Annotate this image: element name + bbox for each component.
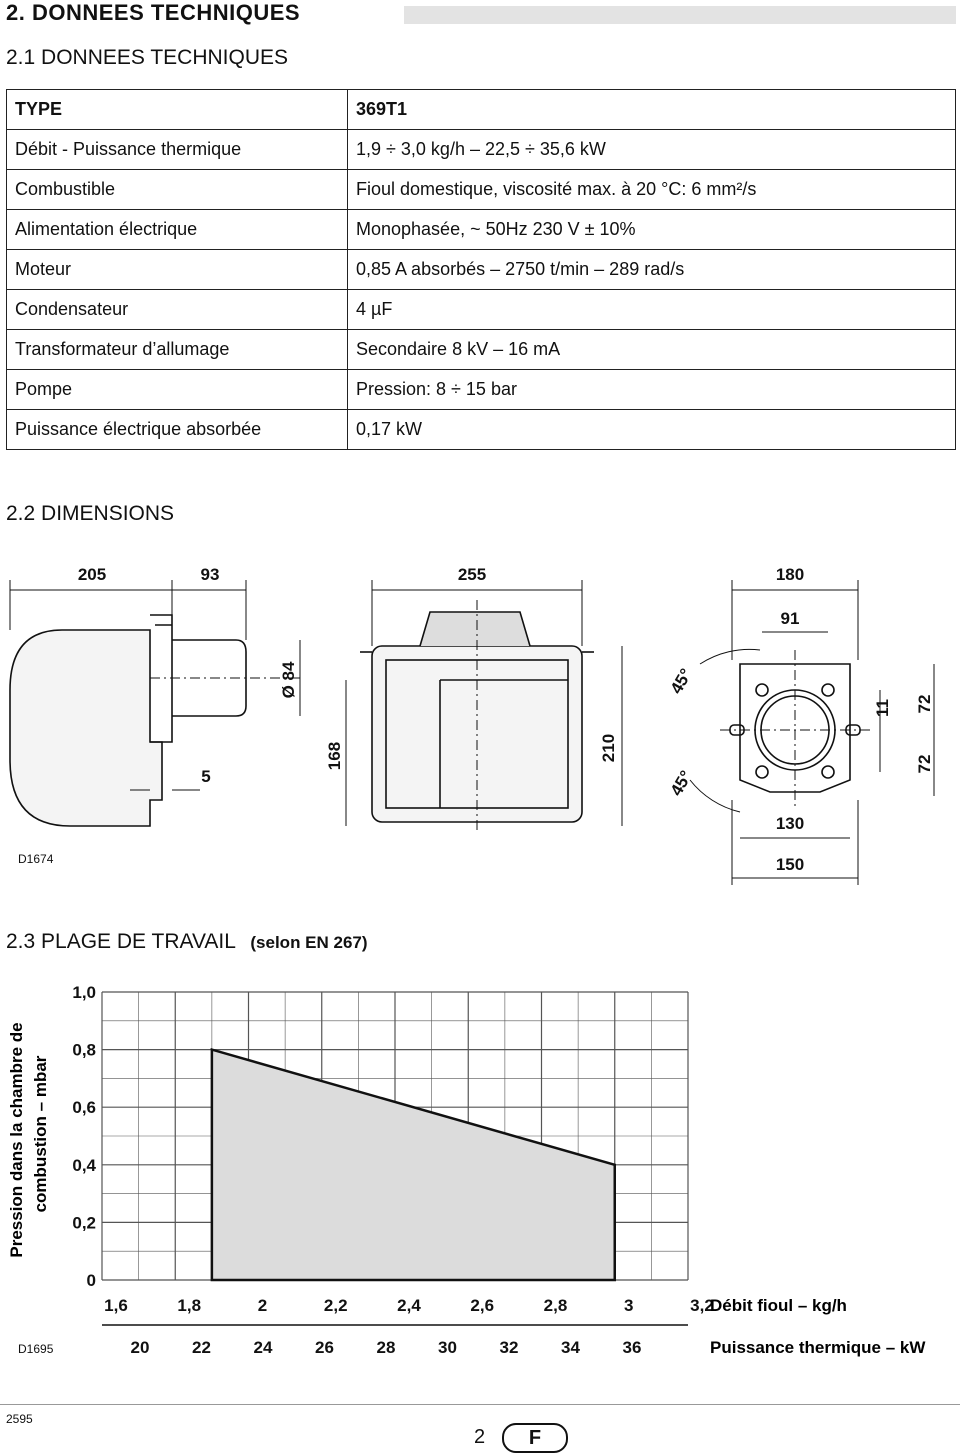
spec-label: Combustible: [7, 170, 348, 210]
spec-value: Pression: 8 ÷ 15 bar: [348, 370, 956, 410]
x2-tick-label: 34: [561, 1338, 580, 1357]
spec-value: 4 µF: [348, 290, 956, 330]
spec-row: [7, 130, 956, 170]
dim-130: 130: [775, 814, 805, 833]
work-range-note: (selon EN 267): [250, 933, 368, 952]
dim-255: 255: [457, 565, 487, 584]
x2-tick-label: 36: [622, 1338, 642, 1357]
x-tick-label: 3,2: [690, 1296, 714, 1315]
x2-tick-label: 30: [438, 1338, 457, 1357]
x2-tick-label: 22: [192, 1338, 211, 1357]
x-axis-label: Débit fioul – kg/h: [710, 1296, 847, 1315]
dim-84: Ø 84: [279, 661, 298, 699]
dim-168: 168: [325, 741, 344, 771]
dim-5: 5: [201, 767, 211, 786]
dim-180: 180: [775, 565, 805, 584]
page-number: 2: [474, 1426, 486, 1448]
spec-value: 369T1: [348, 90, 956, 130]
spec-label: Condensateur: [7, 290, 348, 330]
dim-45-bottom: 45°: [666, 767, 696, 800]
dim-91: 91: [780, 609, 800, 628]
spec-label: Alimentation électrique: [7, 210, 348, 250]
spec-table: [6, 89, 956, 450]
spec-row: [7, 170, 956, 210]
footer-rule: [0, 1404, 960, 1405]
title-bar: [404, 6, 956, 24]
work-range-heading: [6, 930, 368, 954]
dim-205: 205: [77, 565, 107, 584]
section-title: 2. DONNEES TECHNIQUES: [6, 0, 301, 25]
work-range-chart: [0, 970, 960, 1390]
spec-row: [7, 410, 956, 450]
spec-label: Moteur: [7, 250, 348, 290]
spec-label: Transformateur d’allumage: [7, 330, 348, 370]
work-range-area: [212, 1050, 615, 1280]
x-tick-label: 1,8: [177, 1296, 202, 1315]
y-tick-label: 0,6: [72, 1098, 96, 1118]
spec-row: [7, 250, 956, 290]
x2-tick-label: 28: [376, 1338, 396, 1357]
dim-45-top: 45°: [666, 665, 696, 698]
dimensions-drawing: [0, 540, 960, 890]
spec-row: [7, 290, 956, 330]
x-tick-label: 1,6: [104, 1296, 128, 1315]
footer-code: 2595: [6, 1412, 33, 1426]
spec-value: 1,9 ÷ 3,0 kg/h – 22,5 ÷ 35,6 kW: [348, 130, 956, 170]
spec-row: [7, 210, 956, 250]
spec-value: 0,85 A absorbés – 2750 t/min – 289 rad/s: [348, 250, 956, 290]
dimensions-code: D1674: [18, 852, 54, 866]
y-tick-label: 1,0: [72, 983, 96, 1002]
dim-11: 11: [873, 699, 892, 717]
dim-150: 150: [775, 855, 805, 874]
y-tick-label: 0,2: [72, 1213, 96, 1233]
spec-row: [7, 370, 956, 410]
language-badge: F: [502, 1423, 568, 1453]
spec-row: [7, 330, 956, 370]
y-tick-label: 0: [86, 1271, 96, 1290]
x-tick-label: 2: [257, 1296, 268, 1315]
y-axis-label-line2: combustion – mbar: [31, 1055, 50, 1213]
x-tick-label: 2,4: [397, 1296, 421, 1315]
subsection-title: 2.1 DONNEES TECHNIQUES: [6, 46, 289, 69]
x2-tick-label: 24: [253, 1338, 273, 1357]
spec-label: Puissance électrique absorbée: [7, 410, 348, 450]
spec-value: 0,17 kW: [348, 410, 956, 450]
work-range-code: D1695: [18, 1342, 54, 1356]
spec-label: Pompe: [7, 370, 348, 410]
x2-axis-label: Puissance thermique – kW: [710, 1338, 926, 1357]
spec-label: TYPE: [7, 90, 348, 130]
x-tick-label: 3: [624, 1296, 634, 1315]
x-tick-label: 2,6: [470, 1296, 495, 1315]
work-range-title: 2.3 PLAGE DE TRAVAIL: [6, 930, 236, 953]
dimensions-title: 2.2 DIMENSIONS: [6, 502, 175, 525]
spec-value: Monophasée, ~ 50Hz 230 V ± 10%: [348, 210, 956, 250]
dim-72-top: 72: [915, 694, 934, 714]
y-tick-label: 0,4: [72, 1155, 96, 1175]
x2-tick-label: 32: [499, 1338, 519, 1357]
y-axis-label-line1: Pression dans la chambre de: [7, 1022, 26, 1258]
y-tick-label: 0,8: [72, 1040, 96, 1060]
spec-value: Secondaire 8 kV – 16 mA: [348, 330, 956, 370]
x2-tick-label: 20: [130, 1338, 150, 1357]
dim-72-bottom: 72: [915, 754, 934, 774]
spec-label: Débit - Puissance thermique: [7, 130, 348, 170]
x-tick-label: 2,8: [543, 1296, 568, 1315]
spec-row: [7, 90, 956, 130]
dim-93: 93: [200, 565, 220, 584]
spec-value: Fioul domestique, viscosité max. à 20 °C: 6 mm²/s: [348, 170, 956, 210]
x2-tick-label: 26: [315, 1338, 334, 1357]
x-tick-label: 2,2: [323, 1296, 348, 1315]
dim-210: 210: [599, 733, 618, 763]
